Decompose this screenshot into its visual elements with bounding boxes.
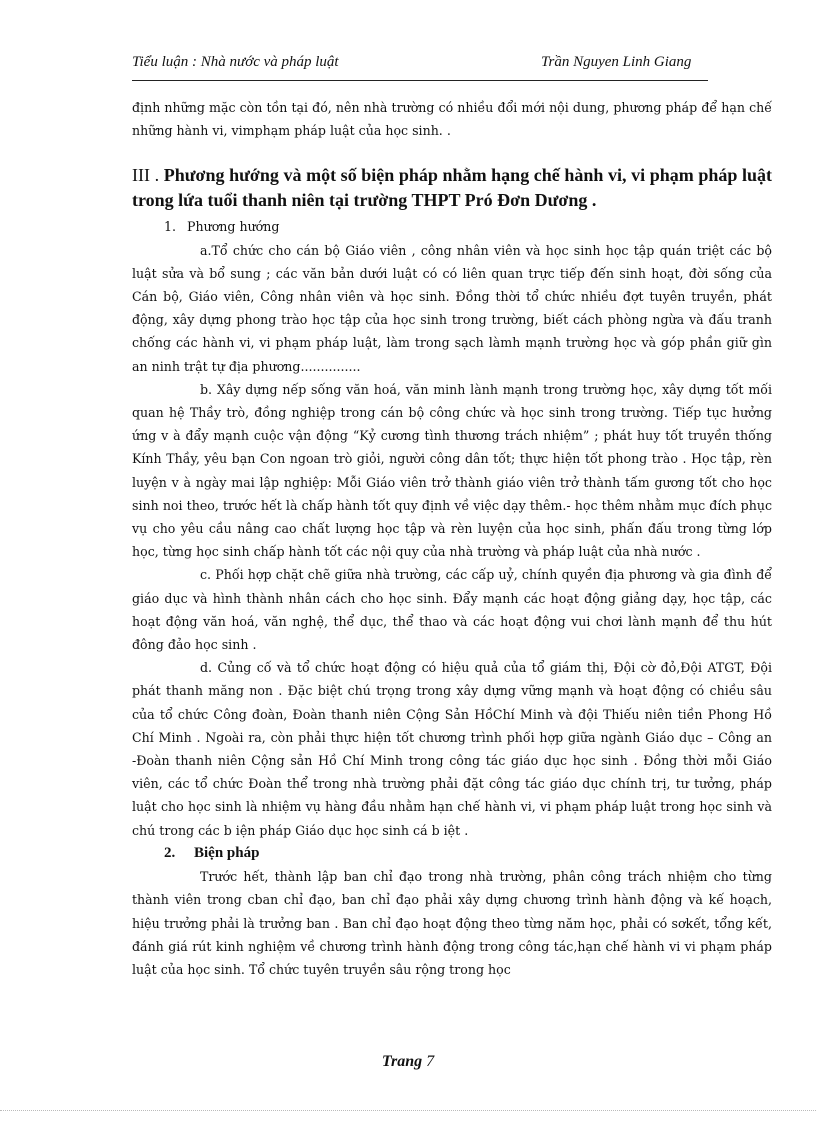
- subsection-heading-1: [132, 215, 772, 238]
- header-divider: [132, 80, 708, 81]
- paragraph-d: d. Củng cố và tổ chức hoạt động có hiệu quả của tổ giám thị, Đội cờ đỏ,Đội ATGT, Đội phát thanh măng non . Đặc biệt chú trọng trong xây dựng vững mạnh và hoạt động có chiều sâu của tổ chức Công đoàn, Đoàn thanh niên Cộng Sản HồChí Minh và đội Thiếu niên tiền Phong Hồ Chí Minh . Ngoài ra, còn phải thực hiện tốt chương trình phối hợp giữa ngành Giáo dục – Công an -Đoàn thanh niên Cộng sản Hồ Chí Minh trong công tác giáo dục học sinh . Đồng thời mỗi Giáo viên, các tổ chức Đoàn thể trong nhà trường phải đặt công tác giáo dục chính trị, tư tưởng, pháp luật cho học sinh là nhiệm vụ hàng đầu nhằm hạn chế hành vi, vi phạm pháp luật trong học sinh và chú trong các b iện pháp Giáo dục học sinh cá b iệt .: [132, 660, 772, 838]
- closing-paragraph: Trước hết, thành lập ban chỉ đạo trong nhà trường, phân công trách nhiệm cho từng thành viên trong cban chỉ đạo, ban chỉ đạo phải xây dựng chương trình hành động và kế hoạch, hiệu trưởng phải là trưởng ban . Ban chỉ đạo hoạt động theo từng năm học, phải có sơkết, tổng kết, đánh giá rút kinh nghiệm về chương trình hành động trong công tác,hạn chế hành vi vi phạm pháp luật của học sinh. Tổ chức tuyên truyền sâu rộng trong học: [132, 869, 772, 977]
- subsection-number-1: 1.: [164, 219, 177, 235]
- header-author: Trần Nguyen Linh Giang: [541, 54, 692, 70]
- page-header: [132, 54, 708, 76]
- section-number: III .: [132, 165, 160, 186]
- subsection-title-1: Phương hướng: [187, 219, 280, 235]
- paragraph-b: b. Xây dựng nếp sống văn hoá, văn minh lành mạnh trong trường học, xây dựng tốt mối quan hệ Thầy trò, đồng nghiệp trong cán bộ công chức và học sinh trong trường. Tiếp tục hưởng ứng v à đẩy mạnh cuộc vận động “Kỷ cương tình thương trách nhiệm” ; phát huy tốt truyền thống Kính Thầy, yêu bạn Con ngoan trò giỏi, người công dân tốt; thực hiện tốt phong trào . Học tập, rèn luyện v à ngày mai lập nghiệp: Mỗi Giáo viên trở thành giáo viên trở thành tấm gương tốt cho học sinh noi theo, trước hết là chấp hành tốt quy định về việc dạy thêm.- học thêm nhằm mục đích phục vụ cho yêu cầu nâng cao chất lượng học tập và rèn luyện của học sinh, phấn đấu trong từng lớp học, từng học sinh chấp hành tốt các nội quy của nhà trường và pháp luật của nhà nước .: [132, 381, 772, 560]
- subsection-title-2: Biện pháp: [194, 844, 260, 861]
- page-label: Trang: [381, 1053, 423, 1070]
- paragraph-a: a.Tổ chức cho cán bộ Giáo viên , công nhân viên và học sinh học tập quán triệt các bộ luật sửa và bổ sung ; các văn bản dưới luật có có liên quan trực tiếp đến sinh hoạt, đời sống của Cán bộ, Giáo viên, Công nhân viên và học sinh. Đồng thời tổ chức nhiều đợt tuyên truyền, phát động, xây dựng phong trào học tập của học sinh trong trường, biết cách phòng ngừa và đấu tranh chống các hành vi, vi phạm pháp luật, làm trong sạch làmh mạnh trường học và góp phần giữ gìn an ninh trật tự địa phương...............: [132, 242, 772, 374]
- page-bottom-border: [0, 1110, 816, 1111]
- paragraph-c: c. Phối hợp chặt chẽ giữa nhà trường, các cấp uỷ, chính quyền địa phương và gia đình để giáo dục và hình thành nhân cách cho học sinh. Đẩy mạnh các hoạt động giảng dạy, học tập, các hoạt động văn hoá, văn nghệ, thể dục, thể thao và các hoạt động vui chơi lành mạnh để thu hút đông đảo học sinh .: [132, 567, 772, 653]
- subsection-number-2: 2.: [164, 844, 176, 861]
- page-footer: [0, 1053, 816, 1071]
- section-heading: [132, 163, 772, 213]
- document-body: [132, 96, 772, 981]
- header-title: Tiểu luận : Nhà nước và pháp luật: [132, 54, 339, 70]
- section-title: Phương hướng và một số biện pháp nhằm hạng chế hành vi, vi phạm pháp luật trong lứa tuổi thanh niên tại trường THPT Pró Đơn Dương .: [132, 165, 773, 211]
- page-number: 7: [426, 1053, 435, 1070]
- intro-paragraph: định những mặc còn tồn tại đó, nên nhà trường có nhiều đổi mới nội dung, phương pháp để hạn chế những hành vi, vimphạm pháp luật của học sinh. .: [132, 100, 772, 139]
- subsection-heading-2: [132, 842, 772, 865]
